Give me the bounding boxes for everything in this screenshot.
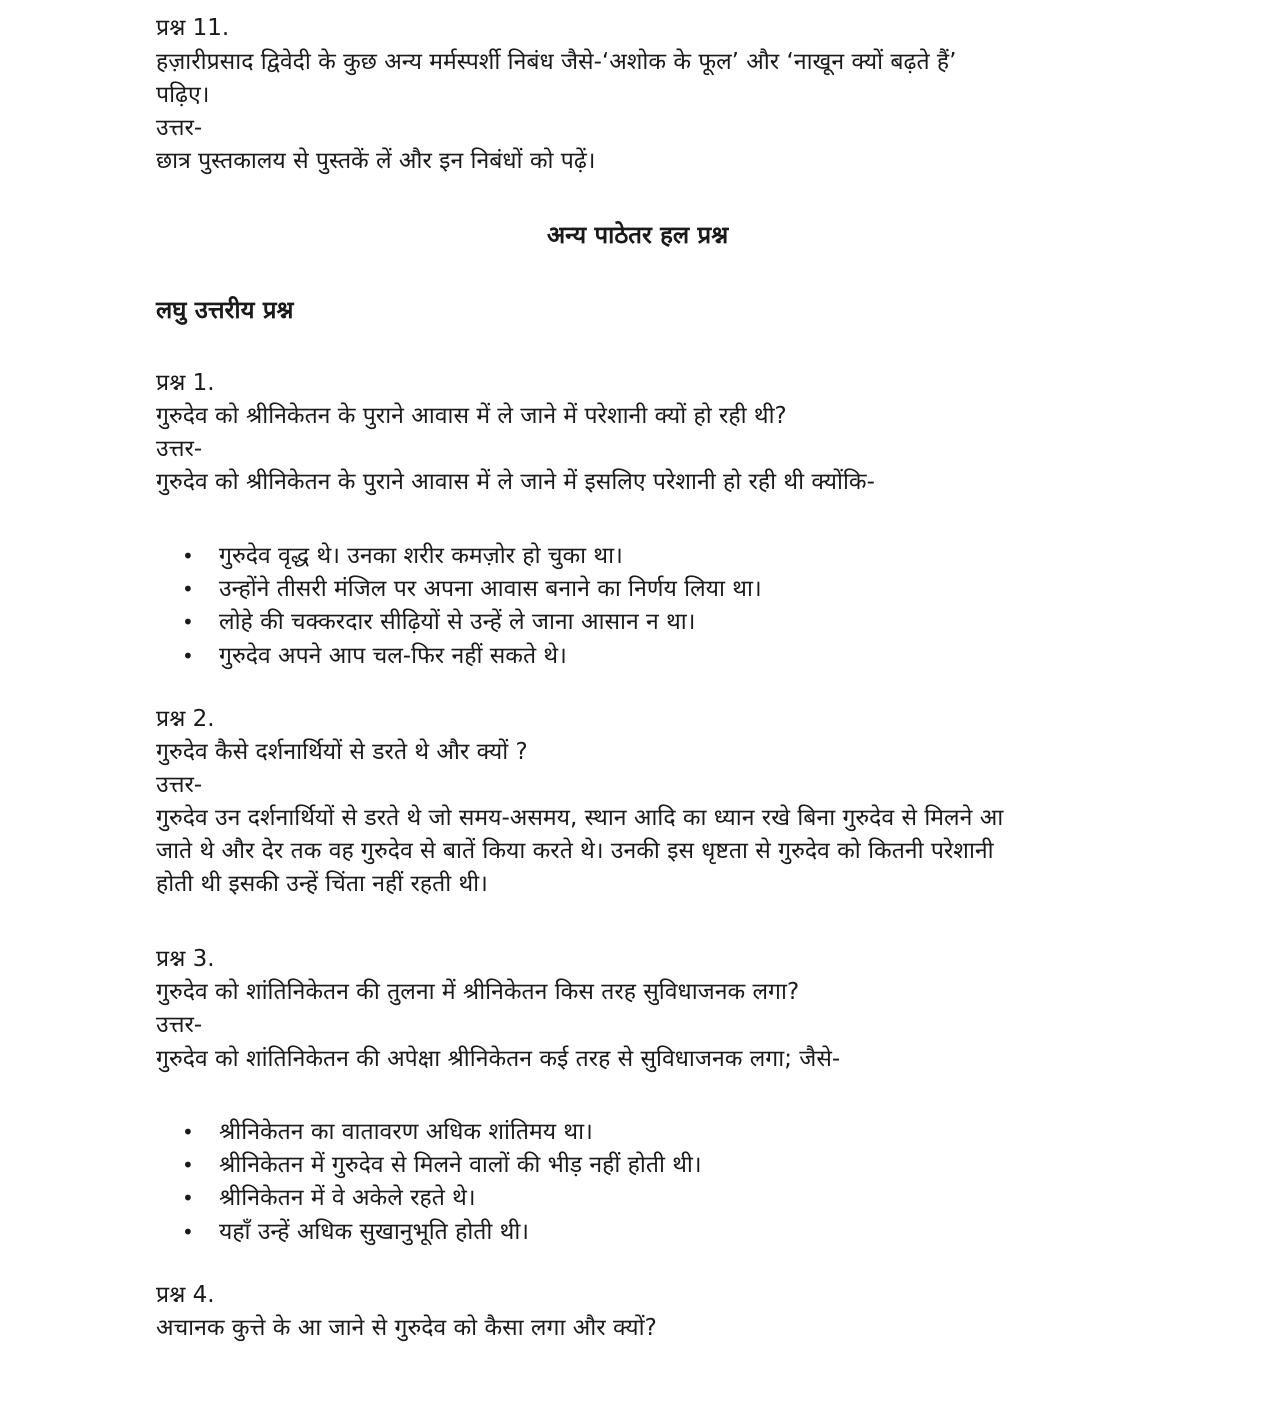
q1-question: गुरुदेव को श्रीनिकेतन के पुराने आवास में ले जाने में परेशानी क्यों हो रही थी? <box>156 403 787 429</box>
section-title: अन्य पाठेतर हल प्रश्न <box>546 221 729 249</box>
bullet-marker: • <box>182 1186 194 1210</box>
q1-bullet-item <box>182 573 762 606</box>
bullet-marker: • <box>182 1220 194 1244</box>
bullet-marker: • <box>182 544 194 568</box>
q1-bullet-text: गुरुदेव अपने आप चल-फिर नहीं सकते थे। <box>219 643 567 669</box>
q2-answer-line-3: होती थी इसकी उन्हें चिंता नहीं रहती थी। <box>156 871 488 897</box>
q3-bullet-item <box>182 1149 702 1182</box>
q3-question: गुरुदेव को शांतिनिकेतन की तुलना में श्रीनिकेतन किस तरह सुविधाजनक लगा? <box>156 979 800 1005</box>
q2-label: प्रश्न 2. <box>156 706 215 732</box>
q2-answer-label: उत्तर- <box>156 772 203 798</box>
bullet-marker: • <box>182 644 194 668</box>
q11-question-line-1: हज़ारीप्रसाद द्विवेदी के कुछ अन्य मर्मस्पर्शी निबंध जैसे-‘अशोक के फूल’ और ‘नाखून क्यों बढ़ते हैं’ <box>156 49 957 75</box>
q1-bullet-text: उन्होंने तीसरी मंजिल पर अपना आवास बनाने का निर्णय लिया था। <box>219 576 762 602</box>
q3-answer-label: उत्तर- <box>156 1012 203 1038</box>
q1-bullet-text: गुरुदेव वृद्ध थे। उनका शरीर कमज़ोर हो चुका था। <box>219 543 623 569</box>
q11-label: प्रश्न 11. <box>156 15 230 41</box>
q3-bullet-item <box>182 1116 593 1149</box>
q3-bullet-item <box>182 1216 529 1249</box>
q1-answer: गुरुदेव को श्रीनिकेतन के पुराने आवास में ले जाने में इसलिए परेशानी हो रही थी क्योंकि- <box>156 469 875 495</box>
q3-bullet-item <box>182 1182 476 1215</box>
q2-answer-line-2: जाते थे और देर तक वह गुरुदेव से बातें किया करते थे। उनकी इस धृष्टता से गुरुदेव को कितनी परेशानी <box>156 838 994 864</box>
bullet-marker: • <box>182 577 194 601</box>
q1-label: प्रश्न 1. <box>156 370 215 396</box>
q11-question-line-2: पढ़िए। <box>156 82 210 108</box>
q2-question: गुरुदेव कैसे दर्शनार्थियों से डरते थे और क्यों ? <box>156 739 528 765</box>
q4-label: प्रश्न 4. <box>156 1282 215 1308</box>
q1-bullet-item <box>182 640 567 673</box>
q3-answer: गुरुदेव को शांतिनिकेतन की अपेक्षा श्रीनिकेतन कई तरह से सुविधाजनक लगा; जैसे- <box>156 1046 841 1072</box>
q3-bullet-text: श्रीनिकेतन में वे अकेले रहते थे। <box>219 1185 476 1211</box>
q1-bullet-item <box>182 606 695 639</box>
bullet-marker: • <box>182 1120 194 1144</box>
q3-label: प्रश्न 3. <box>156 946 215 972</box>
bullet-marker: • <box>182 610 194 634</box>
bullet-marker: • <box>182 1153 194 1177</box>
q1-bullet-item <box>182 540 623 573</box>
q1-answer-label: उत्तर- <box>156 436 203 462</box>
q3-bullet-text: यहाँ उन्हें अधिक सुखानुभूति होती थी। <box>219 1219 530 1245</box>
q11-answer-label: उत्तर- <box>156 115 203 141</box>
q3-bullet-text: श्रीनिकेतन में गुरुदेव से मिलने वालों की भीड़ नहीं होती थी। <box>219 1152 702 1178</box>
q2-answer-line-1: गुरुदेव उन दर्शनार्थियों से डरते थे जो समय-असमय, स्थान आदि का ध्यान रखे बिना गुरुदेव से मिलने आ <box>156 805 1004 831</box>
q11-answer: छात्र पुस्तकालय से पुस्तकें लें और इन निबंधों को पढ़ें। <box>156 148 596 174</box>
q1-bullet-text: लोहे की चक्करदार सीढ़ियों से उन्हें ले जाना आसान न था। <box>219 609 696 635</box>
subsection-title: लघु उत्तरीय प्रश्न <box>156 296 294 324</box>
q4-question: अचानक कुत्ते के आ जाने से गुरुदेव को कैसा लगा और क्यों? <box>156 1315 657 1341</box>
q3-bullet-text: श्रीनिकेतन का वातावरण अधिक शांतिमय था। <box>219 1119 593 1145</box>
